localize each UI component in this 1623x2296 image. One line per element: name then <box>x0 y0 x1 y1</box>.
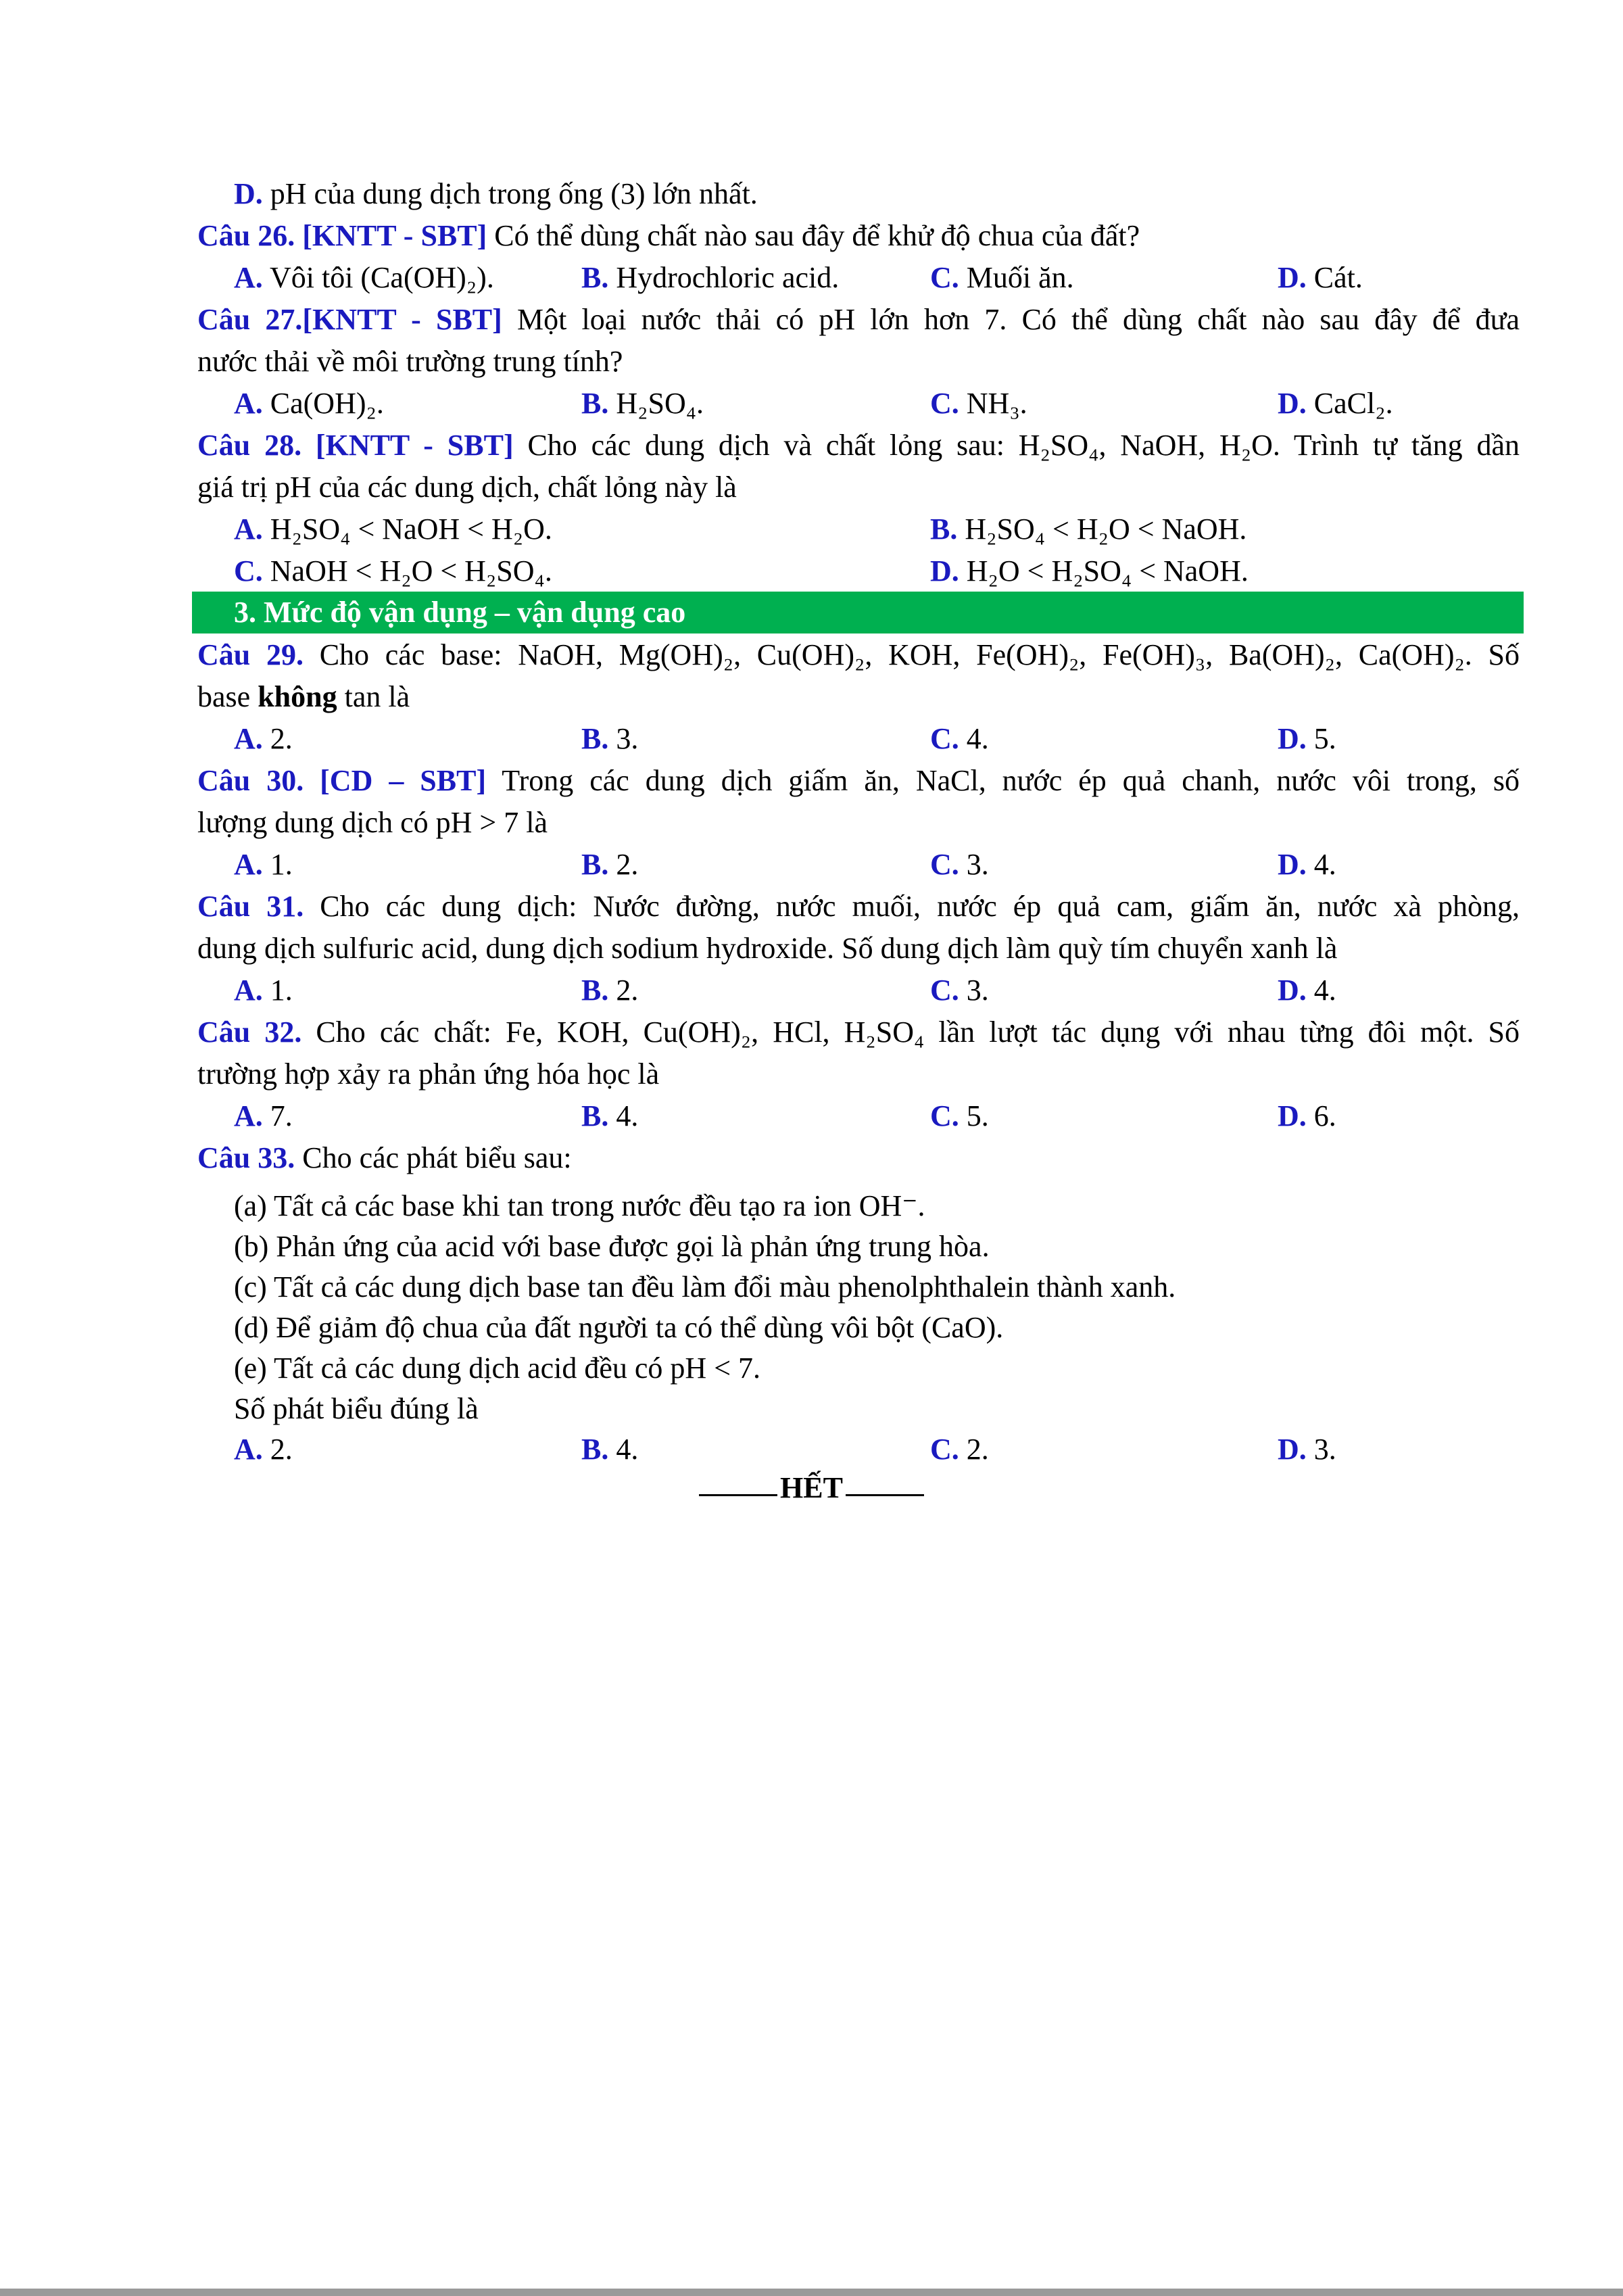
question-text: Một loại nước thải có pH lớn hơn 7. Có thể dùng chất nào sau đây để đưa <box>502 303 1520 336</box>
option-a: A. 1. <box>234 974 293 1007</box>
q29-stem-line1 <box>197 634 1520 676</box>
option-b: B. Hydrochloric acid. <box>581 261 840 294</box>
q30-stem-line1 <box>197 760 1520 802</box>
question-number: Câu 31. <box>197 890 304 923</box>
q25-option-d <box>234 173 1556 215</box>
option-c: C. Muối ăn. <box>930 261 1074 294</box>
question-number: Câu 32. <box>197 1015 302 1049</box>
option-c: C. 4. <box>930 722 989 755</box>
question-number: Câu 29. <box>197 638 304 671</box>
option-c: C. 5. <box>930 1099 989 1132</box>
q29-stem-line2: base không tan là <box>197 680 410 713</box>
q33-statement-a: (a) Tất cả các base khi tan trong nước đều tạo ra ion OH⁻. <box>234 1189 925 1222</box>
option-text: pH của dung dịch trong ống (3) lớn nhất. <box>262 177 758 210</box>
option-b: B. H₂SO₄ < H₂O < NaOH. <box>930 512 1247 546</box>
question-text: Có thể dùng chất nào sau đây để khử độ chua của đất? <box>487 219 1140 252</box>
option-a: A. Ca(OH)₂. <box>234 387 384 420</box>
option-d: D. 4. <box>1278 848 1336 881</box>
question-number: Câu 30. [CD – SBT] <box>197 764 487 797</box>
question-text: Trong các dung dịch giấm ăn, NaCl, nước ép quả chanh, nước vôi trong, số <box>486 764 1520 797</box>
option-a: A. 7. <box>234 1099 293 1132</box>
question-text: Cho các phát biểu sau: <box>295 1141 572 1174</box>
page-bottom-edge <box>0 2289 1623 2296</box>
question-number: Câu 33. <box>197 1141 295 1174</box>
q30-stem-line2: lượng dung dịch có pH > 7 là <box>197 806 548 839</box>
option-a: A. 2. <box>234 722 293 755</box>
option-c: C. NaOH < H₂O < H₂SO₄. <box>234 554 552 588</box>
option-c: C. 3. <box>930 974 989 1007</box>
end-rule-right <box>846 1494 924 1496</box>
q31-stem-line1 <box>197 886 1520 928</box>
option-a: A. 1. <box>234 848 293 881</box>
option-c: C. 2. <box>930 1433 989 1466</box>
q27-stem-line1 <box>197 299 1520 341</box>
question-text: Cho các dung dịch và chất lỏng sau: H₂SO₄, NaOH, H₂O. Trình tự tăng dần <box>513 429 1520 462</box>
end-text: HẾT <box>780 1471 843 1504</box>
option-d: D. 5. <box>1278 722 1336 755</box>
option-c: C. NH₃. <box>930 387 1027 420</box>
option-b: B. 2. <box>581 848 639 881</box>
question-number: Câu 28. [KNTT - SBT] <box>197 429 514 462</box>
option-d: D. 6. <box>1278 1099 1336 1132</box>
option-label: D. <box>234 177 263 210</box>
option-b: B. H₂SO₄. <box>581 387 704 420</box>
emphasis-text: không <box>258 680 337 713</box>
question-text: Cho các chất: Fe, KOH, Cu(OH)₂, HCl, H₂SO₄ lần lượt tác dụng với nhau từng đôi một. Số <box>301 1015 1520 1049</box>
end-marker <box>0 1467 1623 1509</box>
section-title: 3. Mức độ vận dụng – vận dụng cao <box>234 596 686 629</box>
q32-stem-line2: trường hợp xảy ra phản ứng hóa học là <box>197 1057 660 1091</box>
option-c: C. 3. <box>930 848 989 881</box>
end-rule-left <box>699 1494 777 1496</box>
q33-stem <box>197 1137 1520 1179</box>
option-d: D. CaCl₂. <box>1278 387 1393 420</box>
q31-stem-line2: dung dịch sulfuric acid, dung dịch sodium hydroxide. Số dung dịch làm quỳ tím chuyển xanh là <box>197 932 1338 965</box>
q33-statement-c: (c) Tất cả các dung dịch base tan đều làm đổi màu phenolphthalein thành xanh. <box>234 1270 1176 1304</box>
option-b: B. 3. <box>581 722 639 755</box>
q28-stem-line2: giá trị pH của các dung dịch, chất lỏng này là <box>197 471 737 504</box>
section-header <box>192 592 1524 633</box>
option-a: A. H₂SO₄ < NaOH < H₂O. <box>234 512 552 546</box>
option-a: A. Vôi tôi (Ca(OH)₂). <box>234 261 494 294</box>
option-d: D. H₂O < H₂SO₄ < NaOH. <box>930 554 1249 588</box>
q33-statement-b: (b) Phản ứng của acid với base được gọi là phản ứng trung hòa. <box>234 1230 990 1263</box>
q33-question: Số phát biểu đúng là <box>234 1392 479 1425</box>
q33-statement-e: (e) Tất cả các dung dịch acid đều có pH < 7. <box>234 1352 761 1385</box>
q32-stem-line1 <box>197 1011 1520 1053</box>
option-b: B. 4. <box>581 1099 639 1132</box>
question-text: Cho các base: NaOH, Mg(OH)₂, Cu(OH)₂, KOH, Fe(OH)₂, Fe(OH)₃, Ba(OH)₂, Ca(OH)₂. Số <box>303 638 1520 671</box>
q26-stem <box>197 215 1520 257</box>
option-b: B. 4. <box>581 1433 639 1466</box>
option-d: D. Cát. <box>1278 261 1363 294</box>
question-number: Câu 27.[KNTT - SBT] <box>197 303 502 336</box>
q33-statement-d: (d) Để giảm độ chua của đất người ta có thể dùng vôi bột (CaO). <box>234 1311 1004 1344</box>
option-a: A. 2. <box>234 1433 293 1466</box>
option-d: D. 3. <box>1278 1433 1336 1466</box>
option-d: D. 4. <box>1278 974 1336 1007</box>
q27-stem-line2: nước thải về môi trường trung tính? <box>197 345 623 378</box>
question-text: Cho các dung dịch: Nước đường, nước muối, nước ép quả cam, giấm ăn, nước xà phòng, <box>304 890 1520 923</box>
q28-stem-line1 <box>197 425 1520 467</box>
question-number: Câu 26. [KNTT - SBT] <box>197 219 487 252</box>
option-b: B. 2. <box>581 974 639 1007</box>
